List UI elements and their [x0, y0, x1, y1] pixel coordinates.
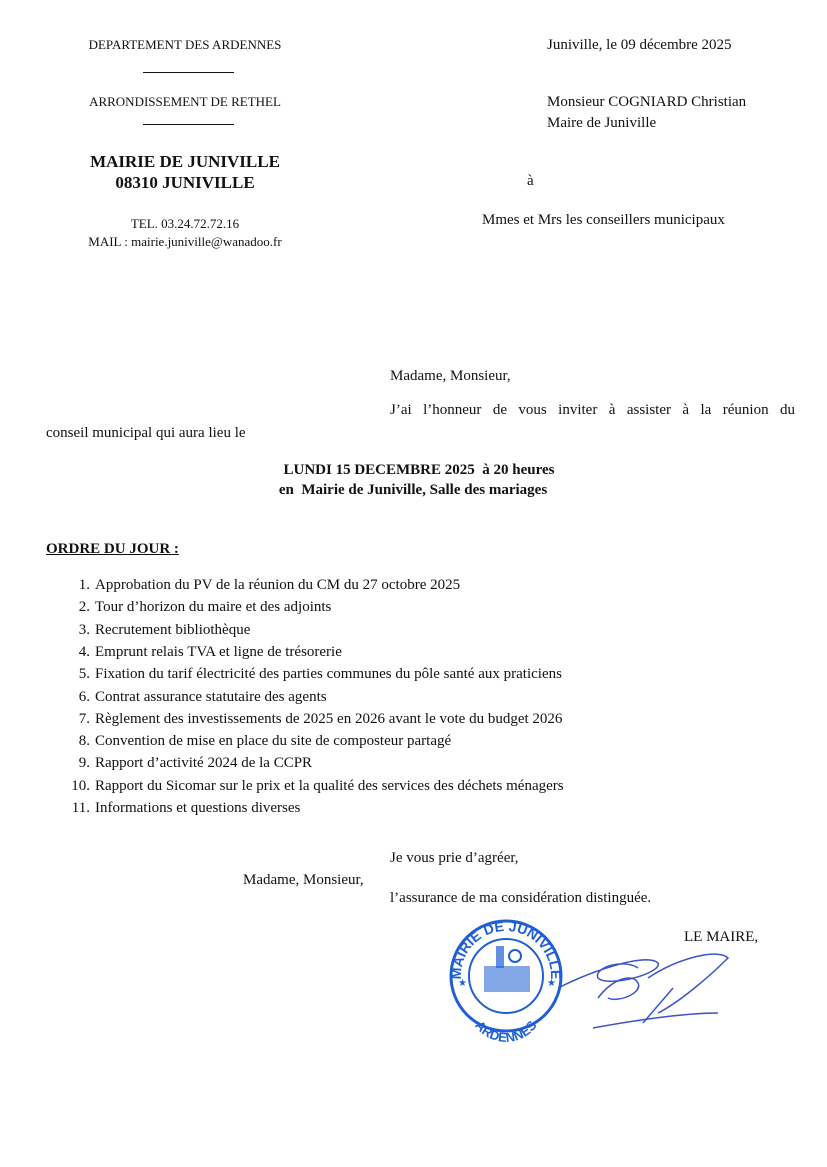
agenda-item-number: 9. [78, 755, 90, 772]
svg-text:★: ★ [547, 978, 556, 989]
agenda-item-number: 6. [78, 688, 90, 705]
divider [143, 72, 234, 73]
arrondissement: ARRONDISSEMENT DE RETHEL [89, 94, 281, 109]
signatory: LE MAIRE, [684, 929, 759, 945]
meeting-date: LUNDI 15 DECEMBRE 2025 à 20 heures [283, 462, 555, 478]
closing-line-2: Madame, Monsieur, [243, 872, 364, 888]
email: MAIL : mairie.juniville@wanadoo.fr [88, 234, 282, 249]
agenda-title: ORDRE DU JOUR : [46, 541, 179, 557]
agenda-item-text: Rapport du Sicomar sur le prix et la qualité des services des déchets ménagers [95, 777, 564, 794]
agenda-item-text: Approbation du PV de la réunion du CM du 27 octobre 2025 [95, 577, 461, 593]
agenda-item-number: 10. [71, 777, 90, 794]
signature-icon [558, 954, 728, 1028]
agenda-item-number: 4. [78, 643, 90, 660]
letter-date: Juniville, le 09 décembre 2025 [547, 37, 732, 53]
salutation: Madame, Monsieur, [390, 368, 511, 384]
phone: TEL. 03.24.72.72.16 [130, 216, 240, 231]
stamp-icon [448, 918, 564, 1043]
meeting-place: en Mairie de Juniville, Salle des mariages [278, 482, 548, 498]
agenda-item-number: 1. [78, 577, 90, 593]
agenda-item-number: 5. [78, 666, 90, 683]
svg-text:ARDENNES: ARDENNES [472, 1017, 540, 1043]
divider [143, 124, 234, 125]
to-label: à [527, 173, 534, 189]
mairie-name: MAIRIE DE JUNIVILLE [90, 152, 280, 171]
agenda-item-number: 2. [78, 599, 90, 616]
official-stamp-and-signature [448, 918, 748, 1043]
sender-title: Maire de Juniville [547, 115, 657, 131]
sender-name: Monsieur COGNIARD Christian [547, 94, 747, 110]
closing-line-1: Je vous prie d’agréer, [390, 850, 519, 866]
agenda-item-text: Fixation du tarif électricité des parties communes du pôle santé aux praticiens [95, 666, 562, 683]
department: DEPARTEMENT DES ARDENNES [88, 37, 282, 52]
agenda-item-text: Contrat assurance statutaire des agents [95, 688, 327, 705]
agenda-item-text: Emprunt relais TVA et ligne de trésorerie [95, 643, 342, 660]
agenda-item-number: 3. [78, 621, 90, 638]
closing-line-3: l’assurance de ma considération distinguée. [390, 890, 652, 906]
agenda-item-text: Tour d’horizon du maire et des adjoints [95, 599, 332, 616]
mairie-postal: 08310 JUNIVILLE [115, 173, 255, 192]
recipients: Mmes et Mrs les conseillers municipaux [482, 212, 725, 228]
agenda-item-number: 8. [78, 733, 90, 750]
agenda-item-number: 7. [78, 710, 90, 727]
intro-line-2: conseil municipal qui aura lieu le [46, 425, 246, 441]
intro-line-1: J’ai l’honneur de vous inviter à assister à la réunion du [390, 402, 795, 418]
svg-text:★: ★ [458, 978, 467, 989]
agenda-item-text: Recrutement bibliothèque [95, 621, 251, 638]
agenda-item-text: Convention de mise en place du site de composteur partagé [95, 733, 452, 750]
agenda-item-text: Informations et questions diverses [95, 800, 301, 816]
agenda-item-text: Règlement des investissements de 2025 en 2026 avant le vote du budget 2026 [95, 710, 563, 727]
agenda-item-text: Rapport d’activité 2024 de la CCPR [95, 755, 313, 772]
agenda-item-number: 11. [71, 800, 90, 816]
svg-text:MAIRIE DE JUNIVILLE: MAIRIE DE JUNIVILLE [448, 918, 565, 980]
